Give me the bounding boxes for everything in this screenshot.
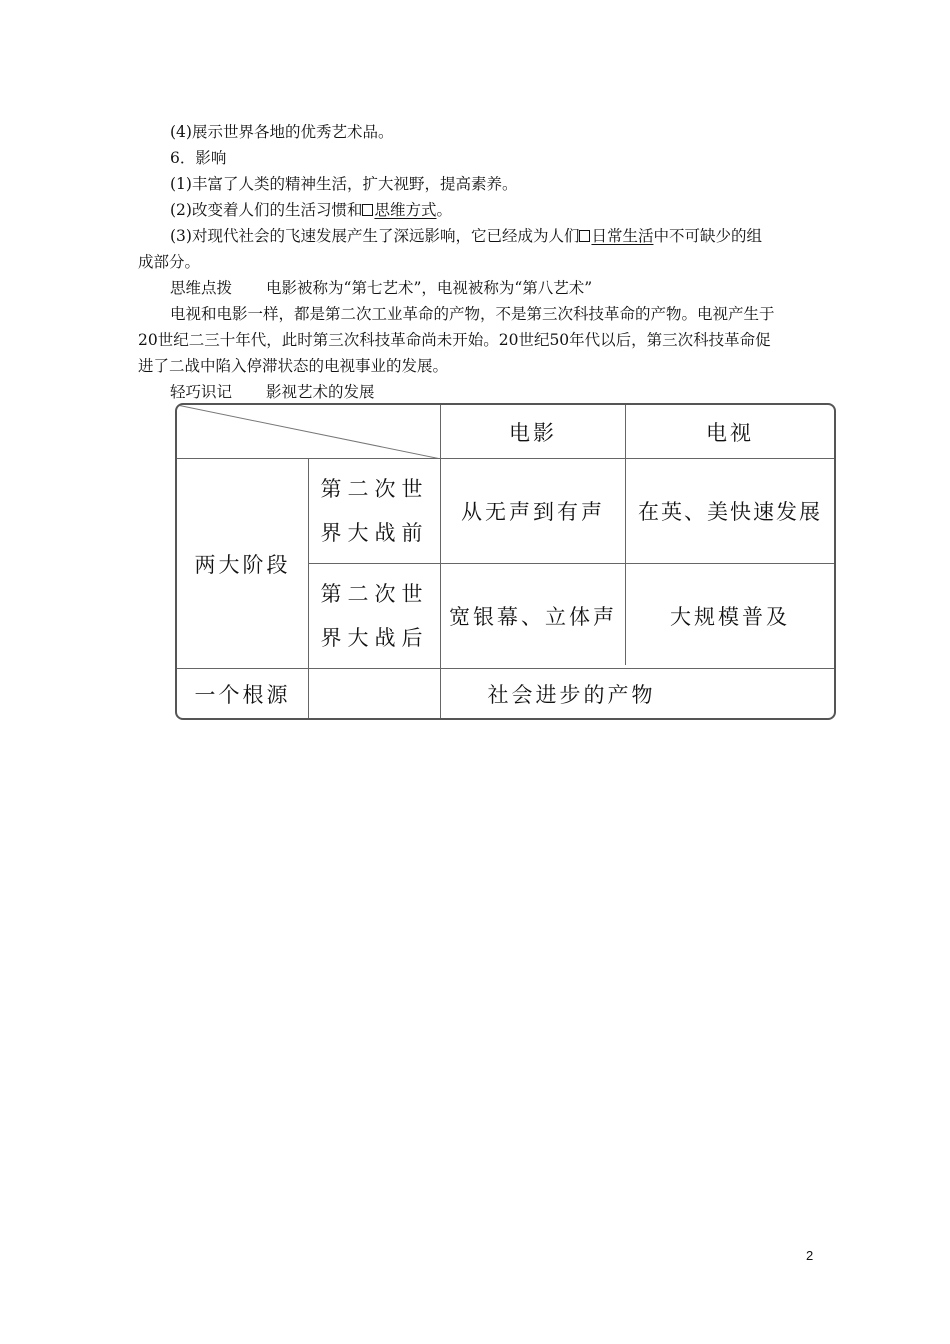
memo-line [170,382,375,402]
page-number: 2 [806,1248,814,1263]
underlined-answer: 思维方式 [374,201,437,219]
tip-label: 思维点拨 [170,279,233,297]
text-line [170,226,762,246]
movie-after-war: 宽银幕、立体声 [449,605,617,629]
tv-before-war: 在英、美快速发展 [638,500,822,524]
tv-after-war: 大规模普及 [670,605,790,629]
memo-text: 影视艺术的发展 [266,383,375,401]
blank-box-icon [362,204,373,216]
text-line: 电视和电影一样，都是第二次工业革命的产物，不是第三次科技革命的产物。电视产生于 [170,305,775,323]
tip-text: 电影被称为“第七艺术”，电视被称为“第八艺术” [266,279,593,297]
row-label-stages: 两大阶段 [194,552,291,577]
stage-after-line2: 界大战后 [320,626,429,650]
tip-line [170,278,592,298]
blank-box-icon [579,230,590,242]
text-segment: 。 [436,201,452,219]
stage-before-line1: 第二次世 [320,477,429,501]
header-movie: 电影 [509,420,557,445]
stage-before-line2: 界大战前 [320,521,429,545]
text-segment: (3)对现代社会的飞速发展产生了深远影响，它已经成为人们 [170,227,580,245]
underlined-answer: 日常生活 [591,227,654,245]
stage-after-war [309,564,440,668]
root-value: 社会进步的产物 [487,682,656,707]
film-tv-table [175,403,836,720]
row-label-root: 一个根源 [194,682,291,707]
text-line: 进了二战中陷入停滞状态的电视事业的发展。 [138,357,449,375]
text-line [170,200,452,220]
text-line: 成部分。 [138,253,201,271]
text-line: (4)展示世界各地的优秀艺术品。 [170,123,394,141]
text-segment: (2)改变着人们的生活习惯和 [170,201,363,219]
text-line: 20世纪二三十年代，此时第三次科技革命尚未开始。20世纪50年代以后，第三次科技革命促 [138,331,771,349]
header-tv: 电视 [706,420,754,445]
movie-before-war: 从无声到有声 [461,500,605,524]
text-line: (1)丰富了人类的精神生活，扩大视野，提高素养。 [170,175,518,193]
header-diagonal [177,405,441,459]
text-segment: 中不可缺少的组 [653,227,762,245]
memo-label: 轻巧识记 [170,383,233,401]
stage-after-line1: 第二次世 [320,582,429,606]
stage-before-war [309,459,440,563]
section-heading: 6．影响 [170,149,227,167]
